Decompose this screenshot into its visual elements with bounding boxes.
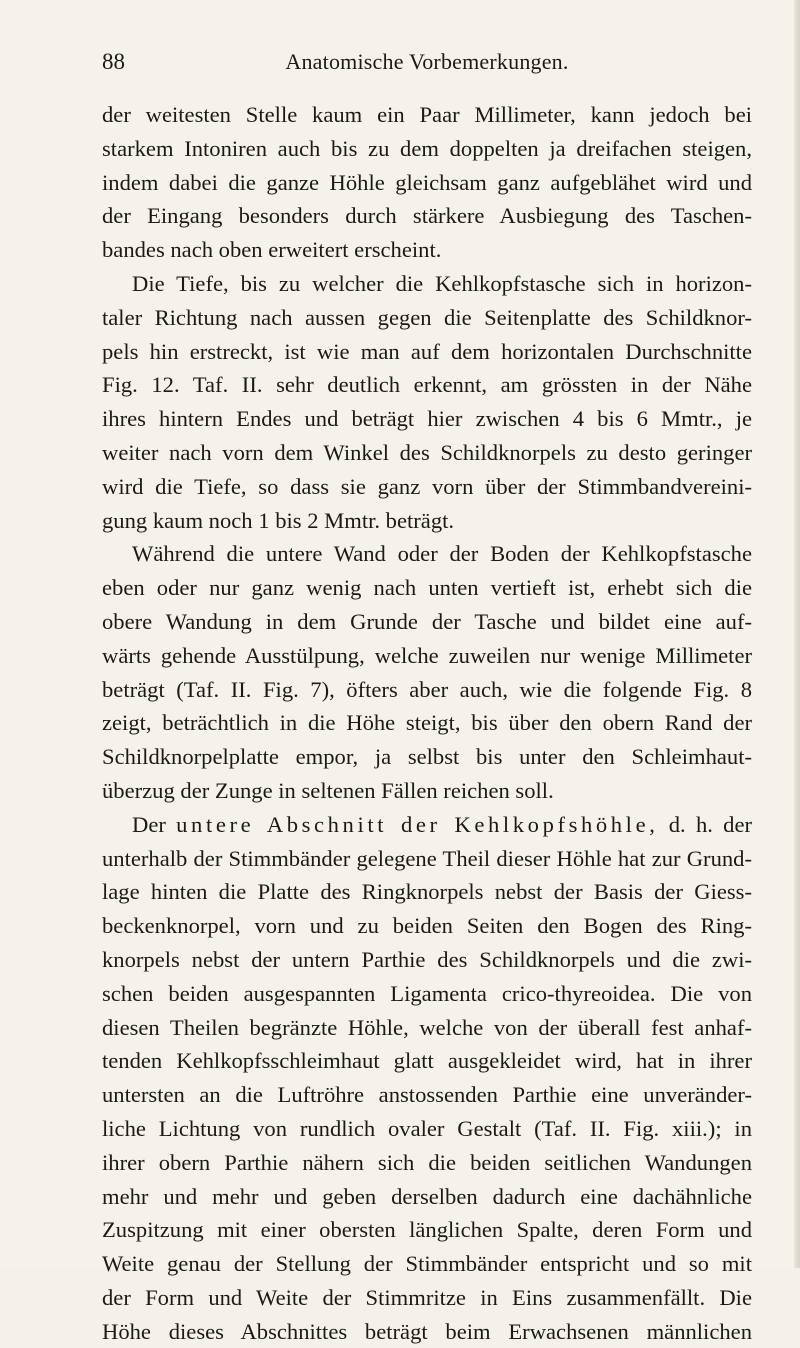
page-header [102,47,752,77]
text-line: diesen Theilen begränzte Höhle, welche von der überall fest anhaf- [102,1014,752,1040]
text-line: Höhe dieses Abschnittes beträgt beim Erwachsenen männlichen [102,1318,752,1344]
section-rest: d. h. der [668,811,753,837]
text-line: der Eingang besonders durch stärkere Ausbiegung des Taschen- [102,203,752,229]
text-line: pels hin erstreckt, ist wie man auf dem horizontalen Durchschnitte [102,338,752,364]
text-line: wird die Tiefe, so dass sie ganz vorn über der Stimmbandvereini- [102,473,752,499]
text-line: untersten an die Luftröhre anstossenden Parthie eine unveränder- [102,1082,752,1108]
text-line: starkem Intoniren auch bis zu dem doppelten ja dreifachen steigen, [102,135,752,161]
text-line: taler Richtung nach aussen gegen die Seitenplatte des Schildknor- [102,304,752,330]
text-line: wärts gehende Ausstülpung, welche zuweilen nur wenige Millimeter [102,642,752,668]
running-title: Anatomische Vorbemerkungen. [285,49,569,74]
text-line: Schildknorpelplatte empor, ja selbst bis unter den Schleimhaut- [102,744,752,770]
page-edge [794,0,800,1268]
text-line: liche Lichtung von rundlich ovaler Gestalt (Taf. II. Fig. xiii.); in [102,1115,752,1141]
text-line: Während die untere Wand oder der Boden der Kehlkopfstasche [132,541,752,567]
section-heading-line [102,808,752,842]
text-line: indem dabei die ganze Höhle gleichsam ganz aufgeblähet wird und [102,169,752,195]
text-line: knorpels nebst der untern Parthie des Schildknorpels und die zwi- [102,946,752,972]
text-line: Fig. 12. Taf. II. sehr deutlich erkennt, am grössten in der Nähe [102,372,752,398]
text-line: weiter nach vorn dem Winkel des Schildknorpels zu desto geringer [102,439,752,465]
text-line: bandes nach oben erweitert erscheint. [102,237,442,263]
text-line: lage hinten die Platte des Ringknorpels nebst der Basis der Giess- [102,879,752,905]
text-line: gung kaum noch 1 bis 2 Mmtr. beträgt. [102,507,455,533]
page-number: 88 [102,49,125,74]
body-text [102,98,752,1348]
text-line: tenden Kehlkopfsschleimhaut glatt ausgekleidet wird, hat in ihrer [102,1048,752,1074]
text-line: überzug der Zunge in seltenen Fällen reichen soll. [102,777,554,803]
text-line: unterhalb der Stimmbänder gelegene Theil dieser Höhle hat zur Grund- [102,845,752,871]
text-line: der weitesten Stelle kaum ein Paar Millimeter, kann jedoch bei [102,102,752,127]
section-spaced-heading: untere Abschnitt der Kehlkopfshöhle, [176,811,659,837]
text-line: Zuspitzung mit einer obersten länglichen Spalte, deren Form und [102,1217,752,1243]
section-lead: Der [132,811,166,837]
text-line: ihres hintern Endes und beträgt hier zwischen 4 bis 6 Mmtr., je [102,406,752,432]
text-line: Die Tiefe, bis zu welcher die Kehlkopfstasche sich in horizon- [132,270,752,296]
text-line: schen beiden ausgespannten Ligamenta crico-thyreoidea. Die von [102,980,752,1006]
text-line: beträgt (Taf. II. Fig. 7), öfters aber auch, wie die folgende Fig. 8 [102,676,752,702]
text-line: zeigt, beträchtlich in die Höhe steigt, bis über den obern Rand der [102,710,752,736]
text-line: beckenknorpel, vorn und zu beiden Seiten den Bogen des Ring- [102,913,752,939]
text-line: Weite genau der Stellung der Stimmbänder entspricht und so mit [102,1251,752,1277]
text-line: eben oder nur ganz wenig nach unten vertieft ist, erhebt sich die [102,575,752,601]
text-line: der Form und Weite der Stimmritze in Eins zusammenfällt. Die [102,1284,752,1310]
text-line: obere Wandung in dem Grunde der Tasche und bildet eine auf- [102,608,752,634]
text-line: ihrer obern Parthie nähern sich die beiden seitlichen Wandungen [102,1149,752,1175]
text-line: mehr und mehr und geben derselben dadurch eine dachähnliche [102,1183,752,1209]
